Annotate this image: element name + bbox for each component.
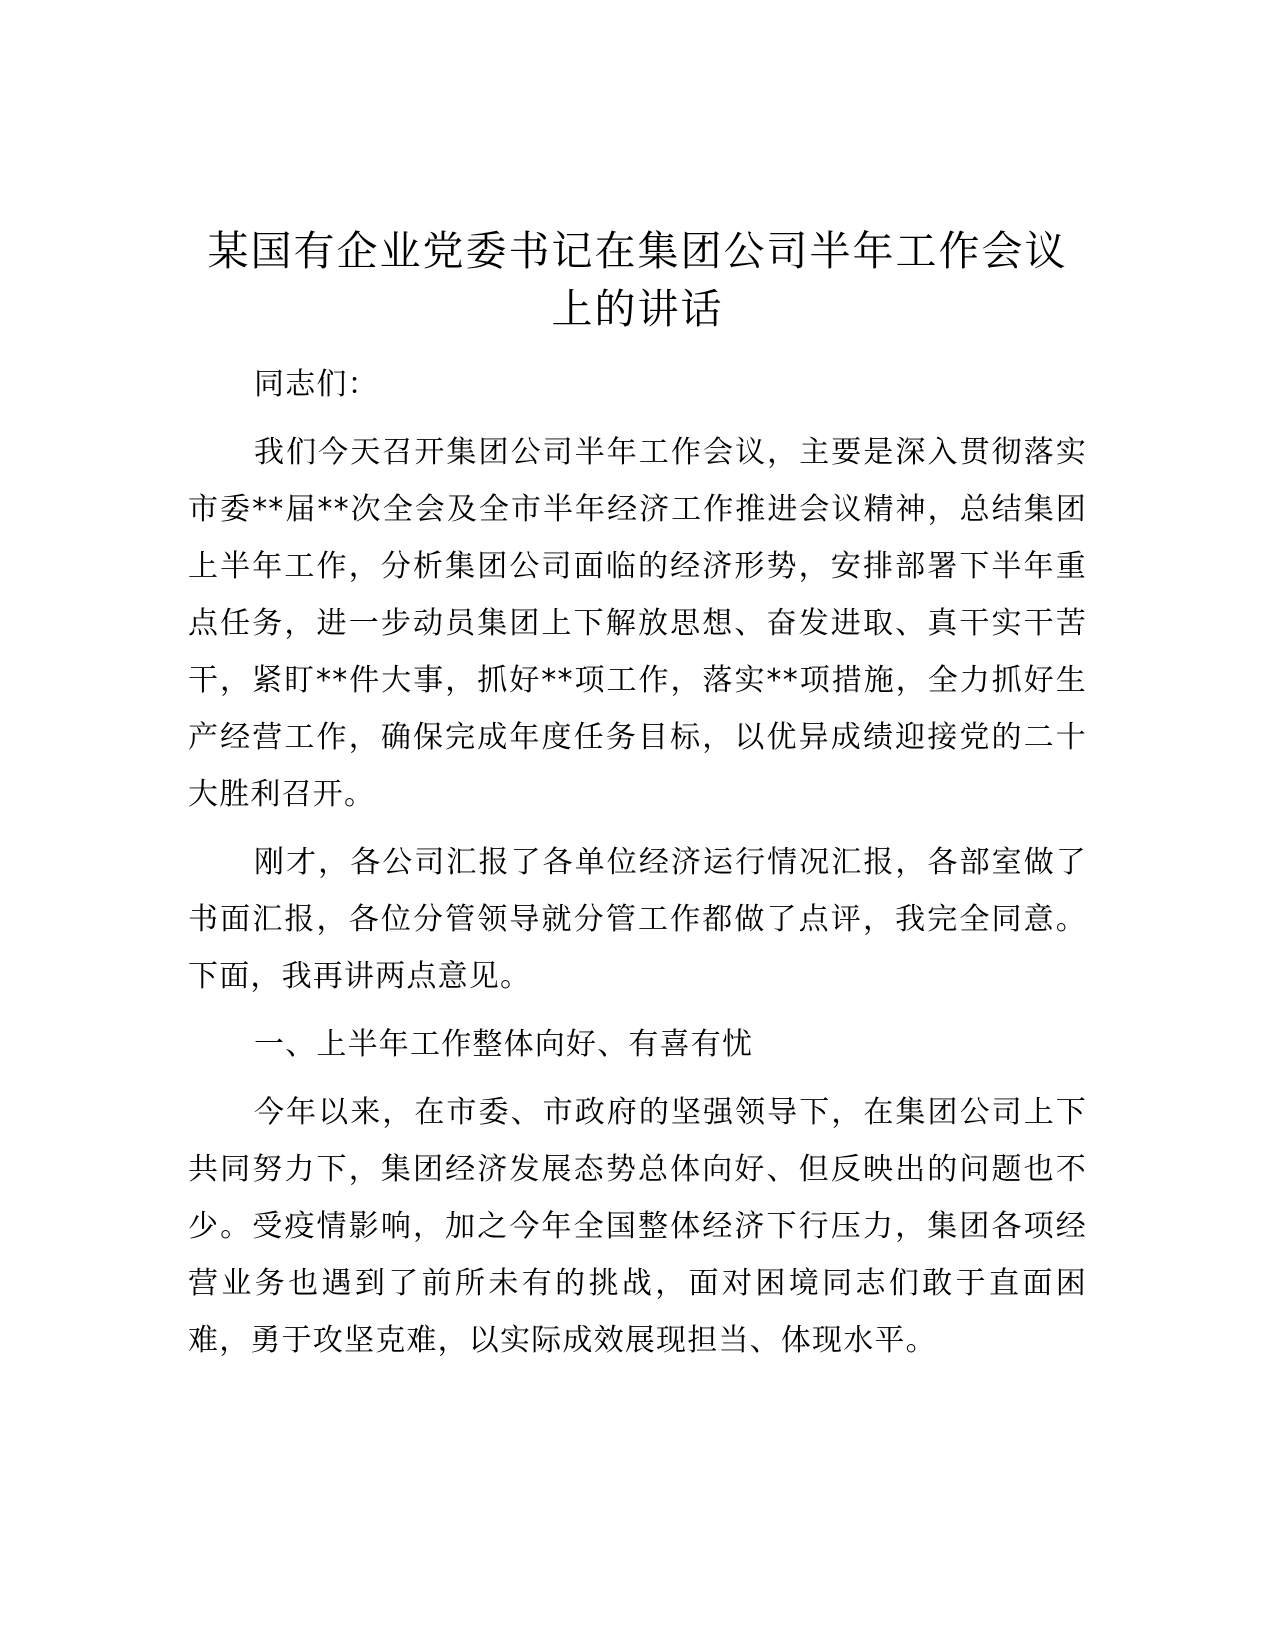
section-heading: 一、上半年工作整体向好、有喜有忧 <box>254 1027 754 1062</box>
paragraph-reports: 刚才，各公司汇报了各单位经济运行情况汇报，各部室做了书面汇报，各位分管领导就分管工作都做了点评，我完全同意。下面，我再讲两点意见。 <box>188 845 1087 994</box>
document-title: 某国有企业党委书记在集团公司半年工作会议上的讲话 <box>207 227 1068 333</box>
paragraph-opening: 我们今天召开集团公司半年工作会议，主要是深入贯彻落实市委**届**次全会及全市半年经济工作推进会议精神，总结集团上半年工作，分析集团公司面临的经济形势，安排部署下半年重点任务，进一步动员集团上下解放思想、奋发进取、真干实干苦干，紧盯**件大事，抓好**项工作，落实**项措施，全力抓好生产经营工作，确保完成年度任务目标，以优异成绩迎接党的二十大胜利召开。 <box>188 435 1087 812</box>
document-body <box>188 356 1087 1380</box>
paragraph-section-1: 今年以来，在市委、市政府的坚强领导下，在集团公司上下共同努力下，集团经济发展态势总体向好、但反映出的问题也不少。受疫情影响，加之今年全国整体经济下行压力，集团各项经营业务也遇到了前所未有的挑战，面对困境同志们敢于直面困难，勇于攻坚克难，以实际成效展现担当、体现水平。 <box>188 1095 1087 1358</box>
salutation: 同志们： <box>254 367 379 402</box>
